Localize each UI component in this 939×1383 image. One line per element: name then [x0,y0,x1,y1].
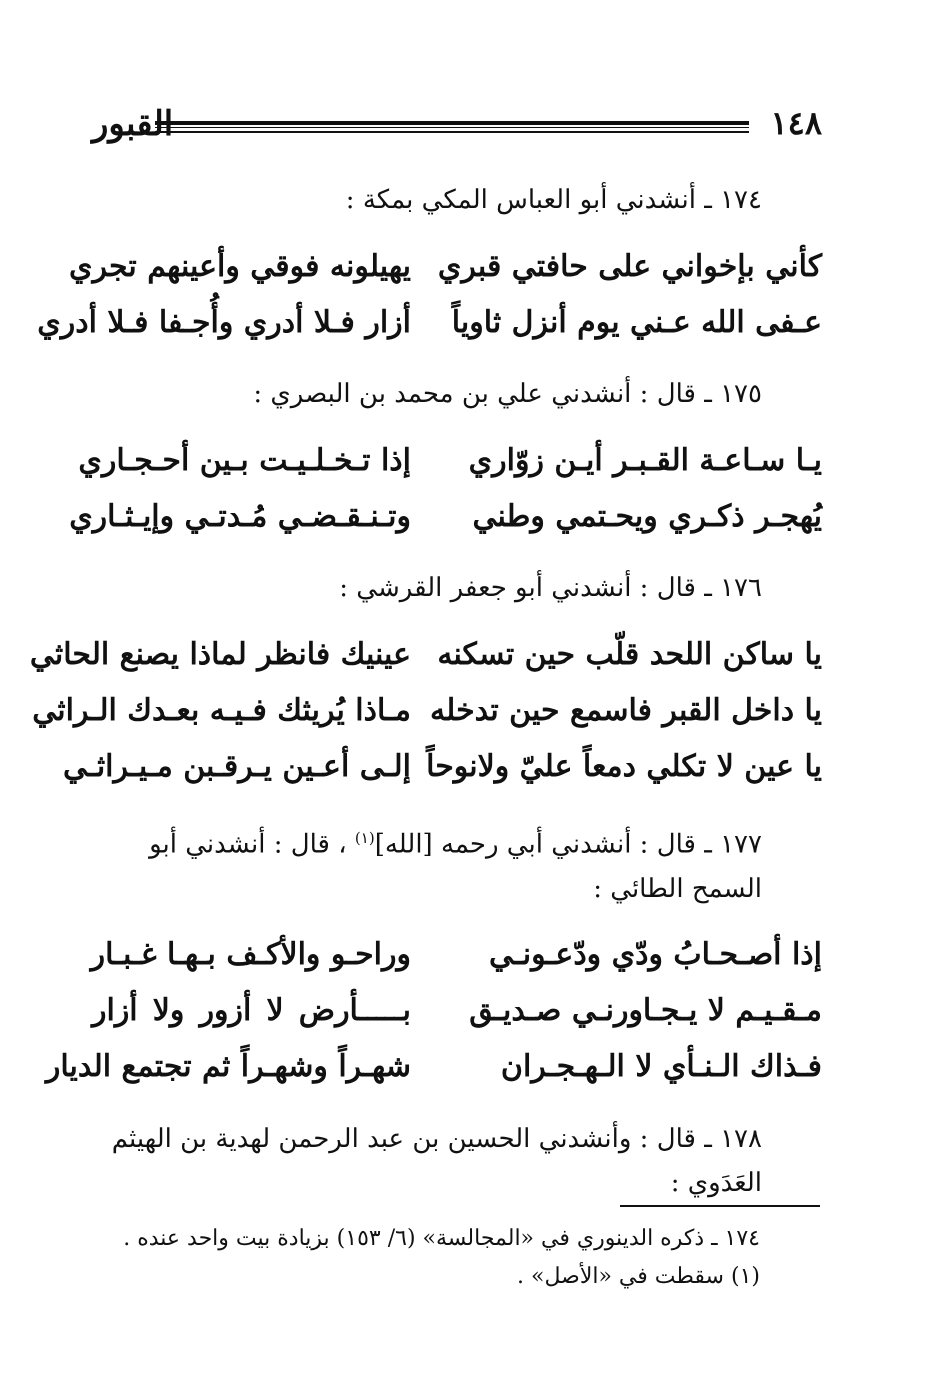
hemistich-second: بـــــأرض لا أزور ولا أزار [92,993,411,1029]
entry-176-intro: ١٧٦ ـ قال : أنشدني أبو جعفر القرشي : [339,573,762,603]
hemistich-second: عينيك فانظر لماذا يصنع الحاثي [29,636,411,672]
entry-175-intro: ١٧٥ ـ قال : أنشدني علي بن محمد بن البصري : [253,379,762,409]
running-title: القبور [92,104,174,144]
entry-177-intro [92,816,822,911]
page-body [29,178,822,1205]
verse [92,927,822,983]
verse [45,1039,822,1095]
hemistich-first: كأني بإخواني على حافتي قبري [437,248,822,284]
hemistich-first: يُهجـر ذكـري ويحـتمي وطني [472,498,822,534]
hemistich-second: مـاذا يُريثك فـيـه بعـدك الـراثي [32,692,411,728]
hemistich-first: مـقـيـم لا يـجـاورنـي صـديـق [469,993,822,1029]
entry-176-poem [29,626,822,794]
verse [69,238,822,294]
entry-177-intro-text-cont: ، قال : أنشدني أبو السمح الطائي : [149,829,762,904]
header-rule [155,121,749,133]
hemistich-second: وراحـو والأكـف بـهـا غـبـار [90,937,411,973]
footnote: (١) سقطت في «الأصل» . [517,1264,760,1289]
entry-174-intro: ١٧٤ ـ أنشدني أبو العباس المكي بمكة : [345,185,762,215]
hemistich-second: إذا تـخـلـيـت بـين أحـجـاري [78,442,411,478]
footnote: ١٧٤ ـ ذكره الدينوري في «المجالسة» (٦/ ١٥٣) بزيادة بيت واحد عنده . [123,1226,760,1251]
entry-174-poem [37,238,822,350]
entry-177-poem [45,927,822,1095]
hemistich-first: يا ساكن اللحد قلّب حين تسكنه [437,636,822,672]
hemistich-first: فـذاك الـنـأي لا الـهـجـران [500,1049,822,1085]
verse [63,738,822,794]
hemistich-first: يا داخل القبر فاسمع حين تدخله [430,692,822,728]
verse [92,983,822,1039]
hemistich-first: إذا أصـحـابُ ودّي ودّعـونـي [488,937,822,973]
verse [37,294,822,350]
hemistich-second: يهيلونه فوقي وأعينهم تجري [69,248,411,284]
hemistich-second: إلـى أعـين يـرقـبن مـيـراثـي [63,748,411,784]
hemistich-second: وتـنـقـضـي مُـدتـي وإيـثـاري [69,498,411,534]
verse [78,432,822,488]
verse [69,488,822,544]
entry-177-intro-text: ١٧٧ ـ قال : أنشدني أبي رحمه [الله] [374,829,762,860]
page-header [92,104,822,154]
verse [29,626,822,682]
page-number: ١٤٨ [770,104,822,142]
footnote-rule [620,1205,820,1207]
verse [32,682,822,738]
hemistich-first: عـفى الله عـني يوم أنزل ثاوياً [451,304,822,340]
entry-178-intro: ١٧٨ ـ قال : وأنشدني الحسين بن عبد الرحمن لهدية بن الهيثم العَدَوي : [111,1123,762,1198]
footnotes [92,1220,822,1296]
hemistich-first: يا عين لا تكلي دمعاً عليّ ولانوحاً [426,748,822,784]
footnote-marker: (١) [354,829,375,847]
hemistich-second: أزار فـلا أدري وأُجـفا فـلا أدري [37,304,411,340]
hemistich-first: يـا سـاعـة القـبـر أيـن زوّاري [468,442,822,478]
entry-175-poem [69,432,822,544]
hemistich-second: شهـراً وشهـراً ثم تجتمع الديار [45,1049,411,1085]
